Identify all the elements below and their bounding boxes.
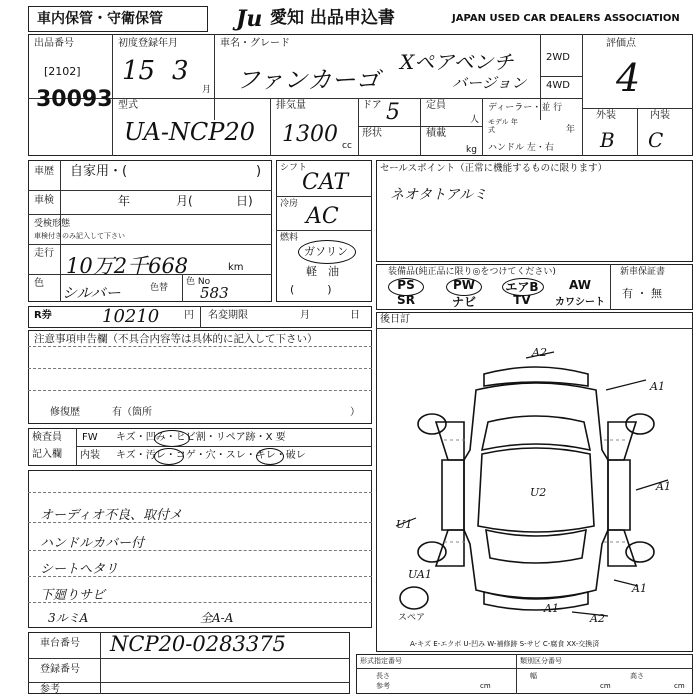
ref-small: 参考 <box>376 682 390 690</box>
equip-pw: PW <box>452 278 476 292</box>
recycle-label: R券 <box>34 310 52 321</box>
damage-marks <box>396 352 668 616</box>
name-change-label: 名変期限 <box>208 310 248 321</box>
ref-label: 参考 <box>40 684 60 695</box>
equip-pw-circle <box>446 278 482 296</box>
reg-label: 初度登録年月 <box>118 38 178 49</box>
equip-tv: TV <box>513 293 531 307</box>
model-year-label: モデル 年式 <box>488 118 518 134</box>
lot-number: 30093 <box>36 87 113 112</box>
notes-header: 注意事項申告欄（不具合内容等は具体的に記入して下さい） <box>34 333 318 345</box>
ac-label: 冷房 <box>280 199 299 209</box>
ext-label: 外装 <box>596 110 616 121</box>
name-change-month: 月 <box>300 310 310 321</box>
page-title-en: JAPAN USED CAR DEALERS ASSOCIATION <box>452 13 680 24</box>
ext-grade: B <box>600 128 615 152</box>
history-label: 車歴 <box>34 166 54 177</box>
month-unit: 月 <box>202 85 212 95</box>
inspector-label: 検査員 <box>32 432 62 443</box>
equip-leather: カワシート <box>555 297 605 308</box>
width-label: 幅 <box>530 672 537 680</box>
lot-sub: [2102] <box>44 65 81 78</box>
equipment-label: 装備品(純正品に限り◎をつけてください) <box>388 267 556 277</box>
handle-label: ハンドル 左・右 <box>488 143 554 153</box>
chassis-value: NCP20-0283375 <box>110 632 286 656</box>
page-title: 愛知 出品申込書 <box>270 8 395 28</box>
mileage-value: 10万2千668 <box>66 254 189 278</box>
diagram-mark-1: A2 <box>532 346 547 359</box>
int-grade: C <box>648 128 664 152</box>
load-label: 積載 <box>426 128 446 139</box>
mark-wear-circle <box>256 448 284 465</box>
cc-unit: cc <box>342 141 352 151</box>
grade-line1: Xペアベンチ <box>400 50 514 74</box>
after-seal-label: 後日訂 <box>380 314 410 325</box>
color-no: 583 <box>200 284 229 302</box>
score-value: 4 <box>616 56 641 100</box>
name-label: 車名・グレード <box>220 38 290 49</box>
dealer-label: ディーラー・並 行 <box>488 103 563 113</box>
diagram-mark-7: A1 <box>632 582 647 595</box>
comment-4: 下廻りサビ <box>40 588 106 603</box>
comment-6: 全A-A <box>200 611 234 625</box>
car-name: ファンカーゴ <box>236 66 380 94</box>
name-change-day: 日 <box>350 310 360 321</box>
doors-value: 5 <box>386 100 400 125</box>
reg-no-label: 登録番号 <box>40 664 80 675</box>
comment-2: ハンドルカバー付 <box>40 536 145 551</box>
drive-2wd: 2WD <box>546 52 570 63</box>
entry-label: 記入欄 <box>32 449 62 460</box>
history-value: 自家用・( <box>70 164 128 179</box>
displacement: 1300 <box>282 122 338 147</box>
shift-label: シフト <box>280 163 308 173</box>
chassis-label: 車台番号 <box>40 638 80 649</box>
mark-stain-circle <box>154 448 184 465</box>
equipment-grid <box>380 278 606 308</box>
equip-ps: PS <box>397 278 415 292</box>
diagram-mark-3: U2 <box>530 486 547 499</box>
spare-label: スペア <box>398 613 426 623</box>
sales-label: セールスポイント（正常に機能するものに限ります） <box>380 163 608 174</box>
mileage-label: 走行 <box>34 248 54 259</box>
km-unit: km <box>228 262 244 273</box>
inherit-note: 車検付きのみ記入して下さい <box>34 232 125 240</box>
lot-label: 出品番号 <box>34 38 74 49</box>
inspection-label: 車検 <box>34 195 54 206</box>
height-unit: cm <box>674 682 685 690</box>
fuel-paren: ( ) <box>290 283 332 296</box>
drive-4wd: 4WD <box>546 80 570 91</box>
class-label: 類別区分番号 <box>520 657 562 665</box>
height-label: 高さ <box>630 672 644 680</box>
color-no-label: 色 No <box>186 277 211 287</box>
load-unit: kg <box>466 145 477 155</box>
diagram-mark-2: A1 <box>650 380 665 393</box>
fuel-alt: 軽 油 <box>306 265 339 278</box>
comment-5: 3ルミA <box>48 611 89 625</box>
ac-value: AC <box>306 204 339 229</box>
month-day: 月( <box>176 194 193 208</box>
equip-airbag: エアB <box>505 280 539 294</box>
equip-navi: ナビ <box>451 295 476 309</box>
doors-label: ドア <box>362 100 382 111</box>
diagram-legend: A-キズ E-エクボ U-凹み W-補修跡 S-サビ C-腐食 XX-交換済 <box>410 640 600 648</box>
model-year-unit: 年 <box>566 125 576 135</box>
length-unit: cm <box>480 682 491 690</box>
diagram-mark-4: A1 <box>656 480 671 493</box>
int-row-label: 内装 <box>80 450 100 461</box>
capacity-unit: 人 <box>470 115 480 125</box>
equip-ps-circle <box>388 278 424 296</box>
car-outline <box>400 367 654 610</box>
recycle-unit: 円 <box>184 310 194 321</box>
shape-label: 形状 <box>362 128 382 139</box>
form-label: 形式指定番号 <box>360 657 402 665</box>
color-value: シルバー <box>62 284 121 302</box>
repair-label: 修復歴 <box>50 407 80 418</box>
diagram-mark-8: A1 <box>544 602 559 615</box>
width-unit: cm <box>600 682 611 690</box>
model-code: UA-NCP20 <box>124 118 255 146</box>
recycle-value: 10210 <box>102 306 160 327</box>
color-swap-label: 色替 <box>150 283 169 293</box>
sales-value: ネオタトアルミ <box>390 187 488 203</box>
color-label: 色 <box>34 278 44 289</box>
repair-close: ） <box>350 407 360 418</box>
ju-logo-mark: Ju <box>236 6 263 32</box>
warranty-value: 有 ・ 無 <box>622 287 662 300</box>
storage-label: 車内保管・守衛保管 <box>37 11 163 27</box>
length-label: 長さ <box>376 672 390 680</box>
diagram-mark-5: U1 <box>396 518 413 531</box>
sales-block <box>376 160 693 262</box>
model-label: 型式 <box>118 100 138 111</box>
shift-value: CAT <box>302 170 349 195</box>
grade-line2: バージョン <box>452 74 527 92</box>
history-close: ) <box>256 164 262 179</box>
reg-month: 3 <box>172 56 189 86</box>
diagram-mark-9: A2 <box>590 612 605 625</box>
equip-sr: SR <box>397 293 415 307</box>
left-info-block <box>28 160 272 302</box>
warranty-label: 新車保証書 <box>620 267 666 277</box>
inherit-label: 受検形態 <box>34 219 71 229</box>
fuel-circle <box>298 240 356 264</box>
comment-3: シートへタリ <box>40 562 119 577</box>
disp-label: 排気量 <box>276 100 306 111</box>
fuel-label: 燃料 <box>280 233 299 243</box>
diagram-mark-6: UA1 <box>408 568 432 581</box>
year-unit: 年 <box>118 194 131 208</box>
storage-label-box <box>28 6 208 32</box>
ext-row-label: FW <box>82 432 98 443</box>
ext-row: キズ・凹み・ヒビ割・リペア跡・X 要 <box>116 432 286 443</box>
int-label: 内装 <box>650 110 670 121</box>
capacity-label: 定員 <box>426 100 446 111</box>
repair-value: 有（箇所 <box>112 407 152 418</box>
int-row: キズ・汚レ・コゲ・穴・スレ・キレ・破レ <box>116 450 306 461</box>
fuel-value: ガソリン <box>304 245 348 258</box>
mark-dent-circle <box>154 430 190 447</box>
equip-aw: AW <box>569 278 591 292</box>
day-unit: 日) <box>236 194 253 208</box>
equip-airbag-circle <box>502 278 544 296</box>
reg-year: 15 <box>122 56 156 86</box>
comment-1: オーディオ不良、取付メ <box>40 508 182 523</box>
score-label: 評価点 <box>606 38 636 49</box>
